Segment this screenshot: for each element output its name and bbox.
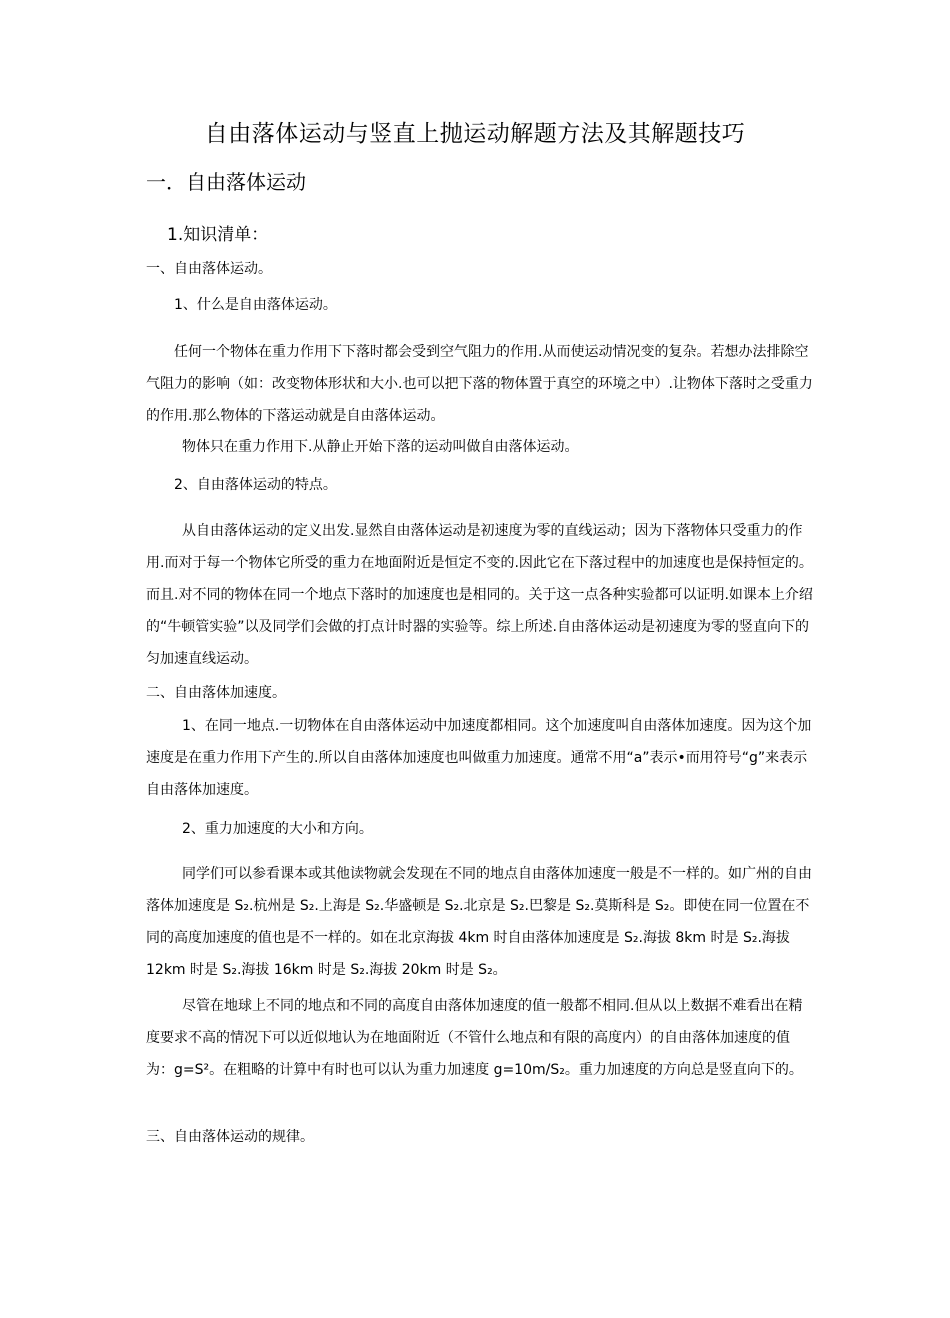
paragraph-characteristics: 从自由落体运动的定义出发.显然自由落体运动是初速度为零的直线运动；因为下落物体只受重力的作用.而对于每一个物体它所受的重力在地面附近是恒定不变的.因此它在下落过程中的加速度也是保持恒定的。而且.对不同的物体在同一个地点下落时的加速度也是相同的。关于这一点各种实验都可以证明.如课本上介绍的“牛顿管实验”以及同学们会做的打点计时器的实验等。综上所述.自由落体运动是初速度为零的竖直向下的匀加速直线运动。 bbox=[146, 523, 813, 667]
part1-heading: 一、自由落体运动。 bbox=[146, 261, 272, 277]
part2-heading: 二、自由落体加速度。 bbox=[146, 685, 286, 701]
paragraph-definition-summary: 物体只在重力作用下.从静止开始下落的运动叫做自由落体运动。 bbox=[182, 439, 579, 455]
part3-heading: 三、自由落体运动的规律。 bbox=[146, 1129, 314, 1145]
item1-heading: 1、什么是自由落体运动。 bbox=[174, 297, 337, 313]
paragraph-definition: 任何一个物体在重力作用下下落时都会受到空气阻力的作用.从而使运动情况变的复杂。若想办法排除空气阻力的影响（如：改变物体形状和大小.也可以把下落的物体置于真空的环境之中）.让物体下落时之受重力的作用.那么物体的下落运动就是自由落体运动。 bbox=[146, 344, 813, 424]
item2-heading: 2、自由落体运动的特点。 bbox=[174, 477, 337, 493]
section-heading: 一．自由落体运动 bbox=[146, 170, 306, 194]
item3-heading: 2、重力加速度的大小和方向。 bbox=[182, 821, 373, 837]
paragraph-acceleration: 1、在同一地点.一切物体在自由落体运动中加速度都相同。这个加速度叫自由落体加速度。因为这个加速度是在重力作用下产生的.所以自由落体加速度也叫做重力加速度。通常不用“a”表示•而用符号“g”来表示自由落体加速度。 bbox=[146, 718, 812, 798]
paragraph-acceleration-values: 同学们可以参看课本或其他读物就会发现在不同的地点自由落体加速度一般是不一样的。如广州的自由落体加速度是 S₂.杭州是 S₂.上海是 S₂.华盛顿是 S₂.北京是 S₂.巴黎是 S₂.莫斯科是 S₂。即使在同一位置在不同的高度加速度的值也是不一样的。如在北京海拔 4km 时自由落体加速度是 S₂.海拔 8km 时是 S₂.海拔 12km 时是 S₂.海拔 16km 时是 S₂.海拔 20km 时是 S₂。 bbox=[146, 866, 812, 978]
document-title: 自由落体运动与竖直上抛运动解题方法及其解题技巧 bbox=[204, 121, 746, 147]
paragraph-acceleration-approximation: 尽管在地球上不同的地点和不同的高度自由落体加速度的值一般都不相同.但从以上数据不难看出在精度要求不高的情况下可以近似地认为在地面附近（不管什么地点和有限的高度内）的自由落体加速度的值为：g=S²。在粗略的计算中有时也可以认为重力加速度 g=10m/S₂。重力加速度的方向总是竖直向下的。 bbox=[146, 998, 803, 1078]
knowledge-list-heading: 1.知识清单： bbox=[167, 225, 269, 245]
